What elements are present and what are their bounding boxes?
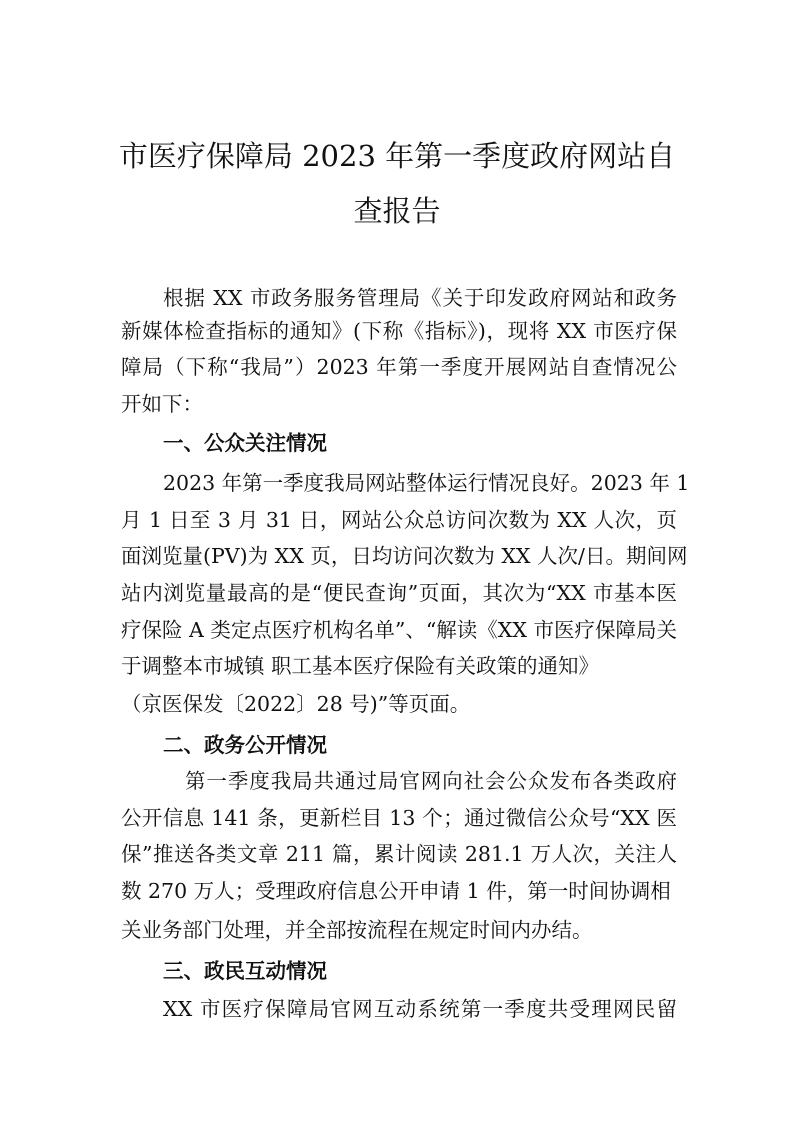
paragraph-line: XX 市医疗保障局官网互动系统第一季度共受理网民留 xyxy=(163,997,677,1021)
paragraph-line: 月 1 日至 3 月 31 日，网站公众总访问次数为 XX 人次，页 xyxy=(121,508,677,532)
paragraph-line: 面浏览量(PV)为 XX 页，日均访问次数为 XX 人次/日。期间网 xyxy=(121,544,688,568)
intro-line: 开如下： xyxy=(121,392,203,416)
intro-line: 根据 XX 市政务服务管理局《关于印发政府网站和政务 xyxy=(163,286,677,310)
paragraph-line: 于调整本市城镇 职工基本医疗保险有关政策的通知》 xyxy=(121,654,600,678)
section-heading: 二、政务公开情况 xyxy=(163,733,327,757)
paragraph-line: 关业务部门处理，并全部按流程在规定时间内办结。 xyxy=(121,918,593,942)
paragraph-line: 站内浏览量最高的是“便民查询”页面，其次为“XX 市基本医 xyxy=(121,581,677,605)
intro-line: 新媒体检查指标的通知》(下称《指标》)，现将 XX 市医疗保 xyxy=(121,319,677,343)
paragraph-line: 数 270 万人；受理政府信息公开申请 1 件，第一时间协调相 xyxy=(121,879,671,903)
paragraph-line: （京医保发〔2022〕28 号)”等页面。 xyxy=(121,692,471,716)
intro-line: 障局（下称“我局”）2023 年第一季度开展网站自查情况公 xyxy=(121,355,677,379)
paragraph-line: 2023 年第一季度我局网站整体运行情况良好。2023 年 1 xyxy=(163,471,690,495)
document-title-line-2: 查报告 xyxy=(353,194,441,228)
paragraph-line: 第一季度我局共通过局官网向社会公众发布各类政府 xyxy=(185,769,677,793)
paragraph-line: 疗保险 A 类定点医疗机构名单”、“解读《XX 市医疗保障局关 xyxy=(121,618,678,642)
section-heading: 三、政民互动情况 xyxy=(163,959,327,983)
paragraph-line: 保”推送各类文章 211 篇，累计阅读 281.1 万人次，关注人 xyxy=(121,842,677,866)
paragraph-line: 公开信息 141 条，更新栏目 13 个；通过微信公众号“XX 医 xyxy=(121,806,677,830)
section-heading: 一、公众关注情况 xyxy=(163,431,327,455)
document-title-line-1: 市医疗保障局 2023 年第一季度政府网站自 xyxy=(118,139,676,173)
